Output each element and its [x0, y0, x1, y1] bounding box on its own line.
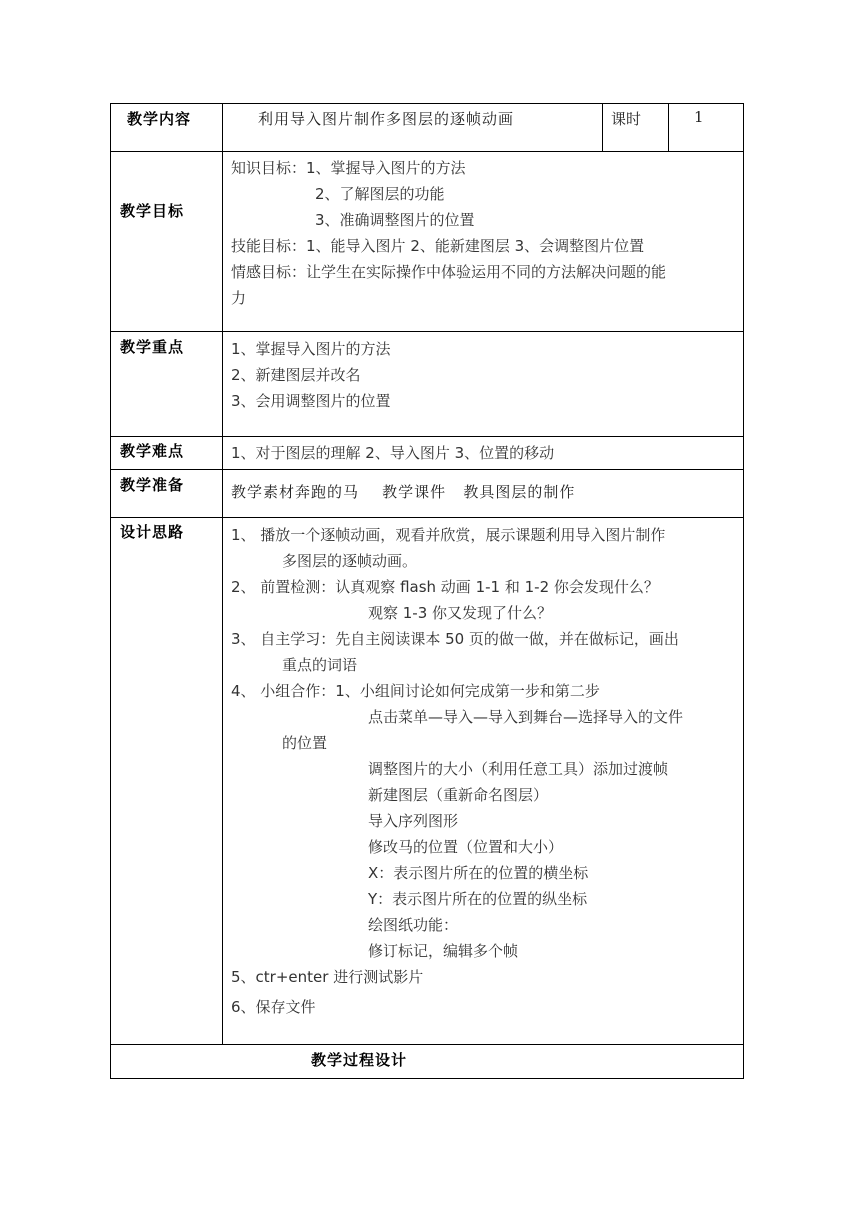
- design-line: 修改马的位置（位置和大小）: [368, 838, 564, 856]
- column-divider: [222, 103, 223, 1045]
- objective-line: 技能目标：1、能导入图片 2、能新建图层 3、会调整图片位置: [231, 237, 645, 255]
- label-process-design: 教学过程设计: [311, 1051, 408, 1069]
- objective-line: 情感目标：让学生在实际操作中体验运用不同的方法解决问题的能: [231, 263, 667, 281]
- key-point-line: 3、会用调整图片的位置: [231, 392, 391, 410]
- design-line: 1、 播放一个逐帧动画，观看并欣赏，展示课题利用导入图片制作: [231, 526, 666, 544]
- design-line: 4、 小组合作：1、小组间讨论如何完成第一步和第二步: [231, 682, 600, 700]
- difficulties-text: 1、对于图层的理解 2、导入图片 3、位置的移动: [231, 444, 555, 462]
- label-design: 设计思路: [120, 523, 185, 541]
- column-divider: [668, 103, 669, 151]
- row-divider: [110, 517, 744, 518]
- design-line: 2、 前置检测：认真观察 flash 动画 1-1 和 1-2 你会发现什么？: [231, 578, 659, 596]
- design-line: X：表示图片所在的位置的横坐标: [368, 864, 589, 882]
- objective-line: 3、准确调整图片的位置: [315, 211, 475, 229]
- design-line: 6、保存文件: [231, 998, 316, 1016]
- table-border-top: [110, 103, 744, 104]
- label-objectives: 教学目标: [120, 202, 185, 220]
- design-line: 修订标记，编辑多个帧: [368, 942, 519, 960]
- column-divider: [602, 103, 603, 151]
- objective-line: 力: [231, 289, 247, 307]
- row-divider: [110, 151, 744, 152]
- table-border-bottom: [110, 1078, 744, 1079]
- label-period: 课时: [611, 110, 642, 128]
- design-line: 3、 自主学习：先自主阅读课本 50 页的做一做，并在做标记，画出: [231, 630, 679, 648]
- design-line: 的位置: [282, 734, 328, 752]
- row-divider: [110, 469, 744, 470]
- design-line: 点击菜单—导入—导入到舞台—选择导入的文件: [368, 708, 684, 726]
- label-key-points: 教学重点: [120, 338, 185, 356]
- design-line: 导入序列图形: [368, 812, 459, 830]
- preparation-text: 教学素材奔跑的马 教学课件 教具图层的制作: [231, 483, 576, 501]
- design-line: 5、ctr+enter 进行测试影片: [231, 968, 424, 986]
- label-preparation: 教学准备: [120, 476, 185, 494]
- design-line: 多图层的逐帧动画。: [282, 552, 418, 570]
- period-value: 1: [694, 108, 704, 126]
- row-divider: [110, 436, 744, 437]
- design-line: 观察 1-3 你又发现了什么？: [368, 604, 553, 622]
- key-point-line: 2、新建图层并改名: [231, 366, 361, 384]
- table-border-left: [110, 103, 111, 1079]
- row-divider: [110, 331, 744, 332]
- objective-line: 2、了解图层的功能: [315, 185, 445, 203]
- design-line: 绘图纸功能：: [368, 916, 459, 934]
- lesson-title: 利用导入图片制作多图层的逐帧动画: [258, 110, 515, 128]
- row-divider: [110, 1044, 744, 1045]
- design-line: Y：表示图片所在的位置的纵坐标: [368, 890, 588, 908]
- key-point-line: 1、掌握导入图片的方法: [231, 340, 391, 358]
- design-line: 调整图片的大小（利用任意工具）添加过渡帧: [368, 760, 669, 778]
- label-difficulties: 教学难点: [120, 442, 185, 460]
- objective-line: 知识目标：1、掌握导入图片的方法: [231, 159, 466, 177]
- label-teaching-content: 教学内容: [127, 110, 192, 128]
- table-border-right: [743, 103, 744, 1079]
- design-line: 新建图层（重新命名图层）: [368, 786, 549, 804]
- design-line: 重点的词语: [282, 656, 358, 674]
